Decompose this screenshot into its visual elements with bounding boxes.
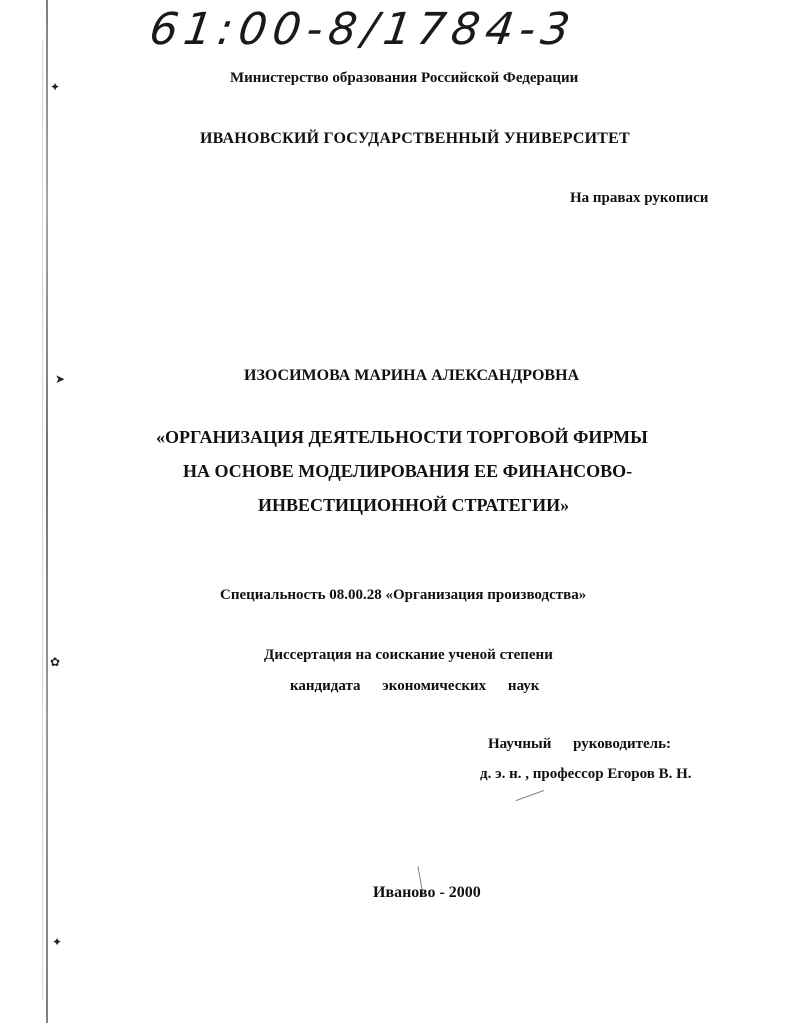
pen-stroke bbox=[516, 790, 545, 801]
manuscript-rights-label: На правах рукописи bbox=[570, 190, 709, 206]
degree-line-1: Диссертация на соискание ученой степени bbox=[264, 647, 553, 663]
degree-line-2: кандидата экономических наук bbox=[290, 678, 540, 694]
margin-mark-icon: ✦ bbox=[52, 935, 63, 949]
specialty-line: Специальность 08.00.28 «Организация производства» bbox=[220, 587, 587, 603]
author-name: ИЗОСИМОВА МАРИНА АЛЕКСАНДРОВНА bbox=[244, 367, 580, 384]
university-heading: ИВАНОВСКИЙ ГОСУДАРСТВЕННЫЙ УНИВЕРСИТЕТ bbox=[200, 130, 630, 147]
dissertation-title-line-1: «ОРГАНИЗАЦИЯ ДЕЯТЕЛЬНОСТИ ТОРГОВОЙ ФИРМЫ bbox=[156, 427, 648, 447]
supervisor-label: Научный руководитель: bbox=[488, 736, 671, 752]
margin-arrow-icon: ➤ bbox=[55, 372, 66, 386]
binding-edge bbox=[46, 0, 48, 1023]
binding-edge-shadow bbox=[42, 40, 43, 1000]
handwritten-catalog-number: 61:00-8/1784-3 bbox=[146, 4, 579, 55]
margin-mark-icon: ✦ bbox=[50, 80, 61, 94]
dissertation-title-line-3: ИНВЕСТИЦИОННОЙ СТРАТЕГИИ» bbox=[258, 495, 570, 515]
margin-mark-icon: ✿ bbox=[50, 655, 61, 669]
city-year: Иваново - 2000 bbox=[373, 884, 481, 901]
ministry-heading: Министерство образования Российской Федерации bbox=[230, 70, 579, 86]
dissertation-title-line-2: НА ОСНОВЕ МОДЕЛИРОВАНИЯ ЕЕ ФИНАНСОВО- bbox=[183, 461, 633, 481]
supervisor-name: д. э. н. , профессор Егоров В. Н. bbox=[480, 766, 692, 782]
